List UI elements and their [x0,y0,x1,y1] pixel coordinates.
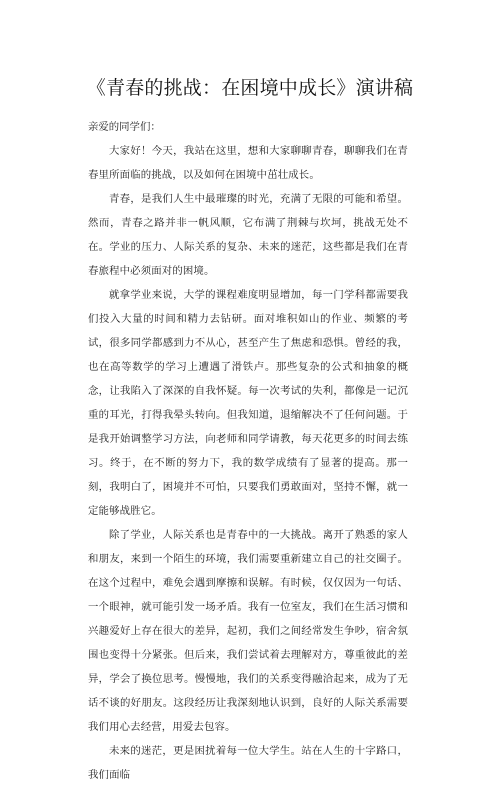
speech-body [88,115,408,787]
paragraph-4: 除了学业，人际关系也是青春中的一大挑战。离开了熟悉的家人和朋友，来到一个陌生的环境，我们需要重新建立自己的社交圈子。在这个过程中，难免会遇到摩擦和误解。有时候，仅仅因为一句话、一个眼神，就可能引发一场矛盾。我有一位室友，我们在生活习惯和兴趣爱好上存在很大的差异，起初，我们之间经常发生争吵，宿舍氛围也变得十分紧张。但后来，我们尝试着去理解对方，尊重彼此的差异，学会了换位思考。慢慢地，我们的关系变得融洽起来，成为了无话不谈的好朋友。这段经历让我深刻地认识到，良好的人际关系需要我们用心去经营，用爱去包容。 [88,529,408,733]
document-title: 《青春的挑战：在困境中成长》演讲稿 [86,76,414,99]
paragraph-2: 青春，是我们人生中最璀璨的时光，充满了无限的可能和希望。然而，青春之路并非一帆风顺，它布满了荆棘与坎坷，挑战无处不在。学业的压力、人际关系的复杂、未来的迷茫，这些都是我们在青春旅程中必须面对的困境。 [88,193,408,277]
greeting: 亲爱的同学们： [88,121,161,133]
paragraph-5: 未来的迷茫，更是困扰着每一位大学生。站在人生的十字路口，我们面临 [88,745,408,781]
paragraph-1: 大家好！今天，我站在这里，想和大家聊聊青春，聊聊我们在青春里所面临的挑战，以及如何在困境中茁壮成长。 [88,145,408,181]
paragraph-3: 就拿学业来说，大学的课程难度明显增加，每一门学科都需要我们投入大量的时间和精力去钻研。面对堆积如山的作业、频繁的考试，很多同学都感到力不从心，甚至产生了焦虑和恐惧。曾经的我，也在高等数学的学习上遭遇了滑铁卢。那些复杂的公式和抽象的概念，让我陷入了深深的自我怀疑。每一次考试的失利，都像是一记沉重的耳光，打得我晕头转向。但我知道，退缩解决不了任何问题。于是我开始调整学习方法，向老师和同学请教，每天花更多的时间去练习。终于，在不断的努力下，我的数学成绩有了显著的提高。那一刻，我明白了，困境并不可怕，只要我们勇敢面对，坚持不懈，就一定能够战胜它。 [88,289,408,517]
